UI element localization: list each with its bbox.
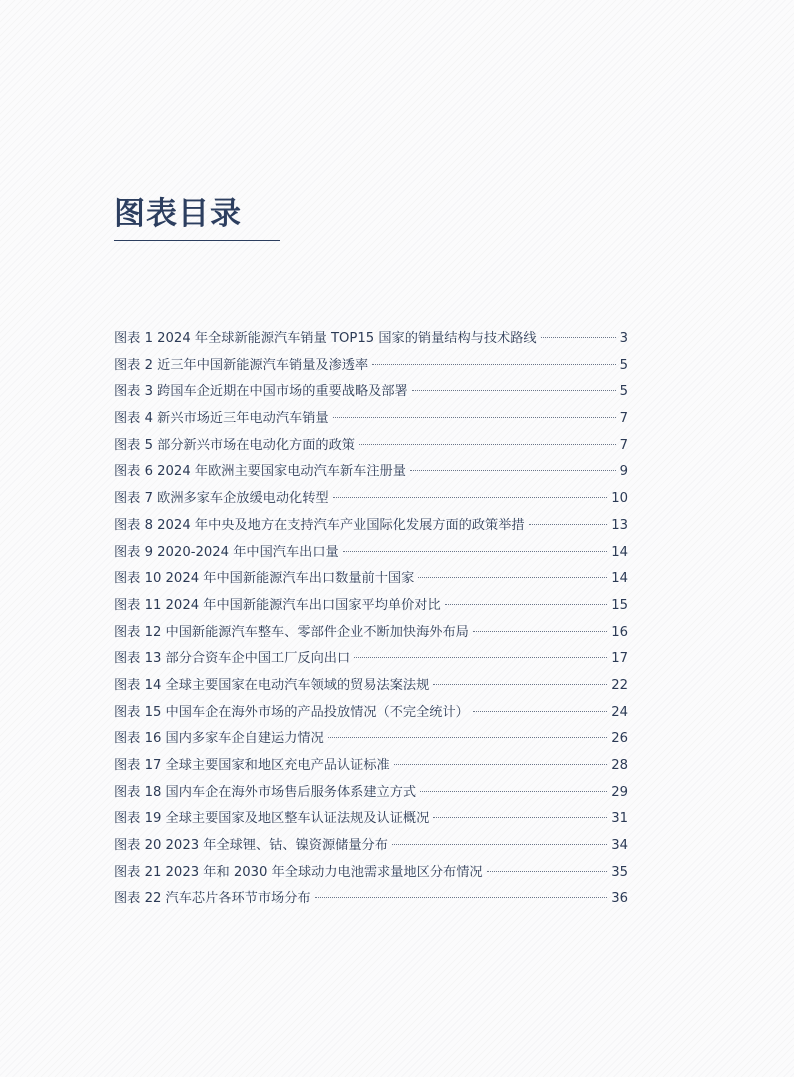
toc-entry-label: 图表 4 新兴市场近三年电动汽车销量 — [114, 411, 329, 427]
toc-entry-page: 34 — [611, 838, 628, 854]
toc-entry[interactable] — [114, 326, 628, 353]
dot-leader — [315, 897, 608, 898]
toc-entry-label: 图表 6 2024 年欧洲主要国家电动汽车新车注册量 — [114, 464, 406, 480]
toc-entry-page: 17 — [611, 651, 628, 667]
dot-leader — [372, 364, 615, 365]
dot-leader — [410, 470, 616, 471]
dot-leader — [487, 871, 608, 872]
toc-entry[interactable] — [114, 566, 628, 593]
toc-entry[interactable] — [114, 646, 628, 673]
toc-entry[interactable] — [114, 379, 628, 406]
dot-leader — [392, 844, 607, 845]
toc-entry[interactable] — [114, 780, 628, 807]
dot-leader — [433, 684, 607, 685]
page-title: 图表目录 — [114, 196, 242, 232]
toc-entry[interactable] — [114, 513, 628, 540]
dot-leader — [333, 417, 616, 418]
toc-entry-label: 图表 10 2024 年中国新能源汽车出口数量前十国家 — [114, 571, 415, 587]
toc-entry-label: 图表 8 2024 年中央及地方在支持汽车产业国际化发展方面的政策举措 — [114, 517, 525, 533]
toc-entry-page: 24 — [611, 704, 628, 720]
toc-entry[interactable] — [114, 700, 628, 727]
dot-leader — [420, 791, 607, 792]
dot-leader — [354, 657, 607, 658]
toc-entry-page: 10 — [611, 491, 628, 507]
toc-entry-label: 图表 7 欧洲多家车企放缓电动化转型 — [114, 491, 329, 507]
toc-entry-label: 图表 11 2024 年中国新能源汽车出口国家平均单价对比 — [114, 597, 441, 613]
toc-entry-page: 15 — [611, 597, 628, 613]
toc-entry-page: 28 — [611, 758, 628, 773]
toc-entry-page: 9 — [619, 464, 628, 480]
toc-entry-page: 5 — [619, 357, 628, 373]
toc-entry[interactable] — [114, 860, 628, 887]
toc-entry-label: 图表 1 2024 年全球新能源汽车销量 TOP15 国家的销量结构与技术路线 — [114, 331, 537, 346]
toc-entry-label: 图表 5 部分新兴市场在电动化方面的政策 — [114, 437, 355, 453]
toc-entry-page: 14 — [611, 571, 628, 587]
toc-entry[interactable] — [114, 459, 628, 486]
toc-entry-page: 35 — [611, 864, 628, 880]
toc-entry-label: 图表 21 2023 年和 2030 年全球动力电池需求量地区分布情况 — [114, 864, 483, 880]
toc-entry-page: 22 — [611, 677, 628, 693]
toc-entry-page: 5 — [619, 384, 628, 400]
toc-entry-label: 图表 13 部分合资车企中国工厂反向出口 — [114, 651, 351, 667]
toc-entry[interactable] — [114, 406, 628, 433]
toc-entry-page: 7 — [619, 411, 628, 427]
dot-leader — [445, 604, 608, 605]
toc-entry-page: 26 — [611, 731, 628, 747]
toc-entry-page: 16 — [611, 624, 628, 640]
toc-entry[interactable] — [114, 620, 628, 647]
toc-entry-label: 图表 3 跨国车企近期在中国市场的重要战略及部署 — [114, 384, 408, 400]
toc-entry-label: 图表 18 国内车企在海外市场售后服务体系建立方式 — [114, 784, 417, 800]
toc-entry-page: 3 — [619, 331, 628, 346]
toc-entry-label: 图表 14 全球主要国家在电动汽车领域的贸易法案法规 — [114, 677, 430, 693]
dot-leader — [473, 631, 607, 632]
dot-leader — [412, 390, 616, 391]
toc-entry-page: 13 — [611, 517, 628, 533]
toc-entry-page: 36 — [611, 891, 628, 907]
toc-entry-label: 图表 16 国内多家车企自建运力情况 — [114, 731, 324, 747]
dot-leader — [394, 764, 607, 765]
toc-entry-page: 31 — [611, 811, 628, 827]
toc-entry-label: 图表 15 中国车企在海外市场的产品投放情况（不完全统计） — [114, 704, 469, 720]
toc-entry[interactable] — [114, 833, 628, 860]
toc-entry[interactable] — [114, 486, 628, 513]
toc-entry[interactable] — [114, 886, 628, 913]
toc-entry[interactable] — [114, 673, 628, 700]
toc-entry-label: 图表 12 中国新能源汽车整车、零部件企业不断加快海外布局 — [114, 624, 469, 640]
toc-entry[interactable] — [114, 726, 628, 753]
toc-entry-label: 图表 19 全球主要国家及地区整车认证法规及认证概况 — [114, 811, 430, 827]
toc-entry[interactable] — [114, 806, 628, 833]
toc-entry-label: 图表 20 2023 年全球锂、钴、镍资源储量分布 — [114, 838, 388, 854]
dot-leader — [529, 524, 608, 525]
dot-leader — [343, 551, 607, 552]
dot-leader — [541, 337, 616, 338]
dot-leader — [418, 577, 607, 578]
figure-list — [114, 326, 628, 913]
toc-entry-page: 29 — [611, 784, 628, 800]
toc-entry-label: 图表 17 全球主要国家和地区充电产品认证标准 — [114, 758, 390, 773]
dot-leader — [328, 737, 607, 738]
toc-entry[interactable] — [114, 433, 628, 460]
toc-entry-page: 7 — [619, 437, 628, 453]
dot-leader — [359, 444, 616, 445]
toc-entry-label: 图表 22 汽车芯片各环节市场分布 — [114, 891, 311, 907]
toc-entry-page: 14 — [611, 544, 628, 560]
dot-leader — [473, 711, 607, 712]
title-underline — [114, 240, 280, 241]
toc-entry-label: 图表 9 2020-2024 年中国汽车出口量 — [114, 544, 339, 560]
dot-leader — [433, 817, 607, 818]
toc-entry-label: 图表 2 近三年中国新能源汽车销量及渗透率 — [114, 357, 369, 373]
toc-entry[interactable] — [114, 593, 628, 620]
dot-leader — [333, 497, 608, 498]
toc-entry[interactable] — [114, 540, 628, 567]
toc-entry[interactable] — [114, 353, 628, 380]
toc-entry[interactable] — [114, 753, 628, 780]
